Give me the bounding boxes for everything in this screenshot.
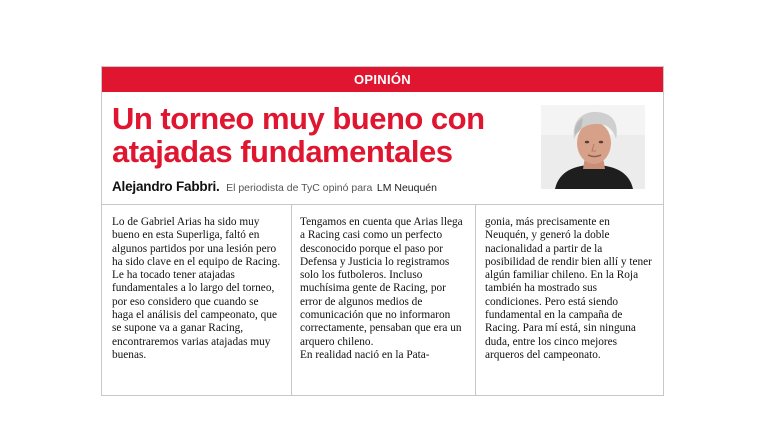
author-name: Alejandro Fabbri.: [112, 179, 220, 194]
opinion-card: [101, 66, 664, 396]
headline: Un torneo muy bueno con atajadas fundamentales: [112, 101, 485, 169]
byline: [112, 178, 437, 196]
paragraph: Tengamos en cuenta que Arias llega a Racing casi como un perfecto desconocido porque el paso por Defensa y Justicia lo registramos solo los futboleros. Incluso muchísima gente de Racing, por error de algunos medios de comunicación que no informaron correctamente, pensaban que era un arquero chileno.: [300, 216, 463, 348]
column-2: [300, 205, 465, 395]
paragraph: En realidad nació en la Pata-: [300, 348, 430, 361]
publication-name: LM Neuquén: [376, 182, 437, 194]
paragraph: Lo de Gabriel Arias ha sido muy bueno en esta Superliga, faltó en algunos partidos por una lesión pero ha sido clave en el equipo de Racing.: [112, 216, 281, 268]
article-body: [102, 204, 663, 395]
section-band: [102, 67, 663, 92]
author-description: El periodista de TyC opinó para: [226, 182, 373, 194]
column-1: [112, 205, 282, 395]
author-photo: [541, 105, 645, 189]
paragraph: gonia, más precisamente en Neuquén, y generó la doble nacionalidad a partir de la posibilidad de rendir bien allí y tener algún familiar chileno. En la Roja también ha mostrado sus condiciones. Pero está siendo fundamental en la campaña de Racing. Para mí está, sin ninguna duda, entre los cinco mejores arqueros del campeonato.: [485, 216, 652, 361]
column-divider: [475, 205, 476, 395]
paragraph: Le ha tocado tener atajadas fundamentales a lo largo del torneo, por eso considero que cuando se haga el análisis del campeonato, que se supone va a ganar Racing, encontraremos varias atajadas muy buenas.: [112, 269, 277, 361]
column-3: [485, 205, 653, 395]
section-label: OPINIÓN: [354, 72, 411, 87]
column-divider: [291, 205, 292, 395]
author-portrait-icon: [541, 105, 645, 189]
